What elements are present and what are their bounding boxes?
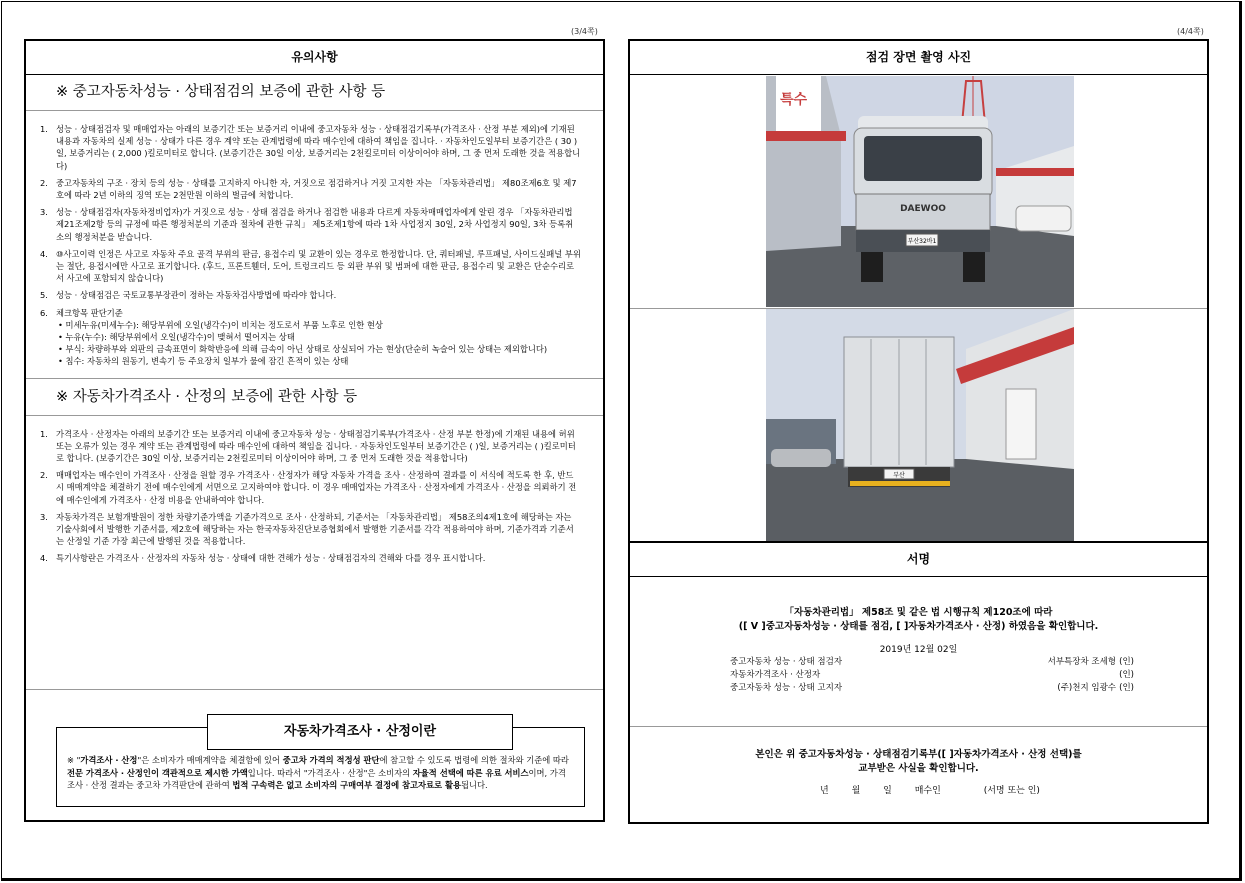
section1-item-1 xyxy=(26,123,603,172)
inspection-photo-front xyxy=(766,76,1074,307)
item-text: 중고자동차의 구조 · 장치 등의 성능 · 상태를 고지하지 아니한 자, 거짓으로 점검하거나 거짓 고지한 자는 「자동차관리법」 제80조제6호 및 제7호에 따라 2년 이하의 징역 또는 2천만원 이하의 벌금에 처합니다. xyxy=(56,177,577,201)
section1-item-3 xyxy=(26,206,603,243)
section2-item-1 xyxy=(26,428,603,465)
dealer-info-box xyxy=(56,724,585,807)
section2-item-4 xyxy=(26,552,603,564)
section2-item-3 xyxy=(26,511,603,548)
section2-title: ※ 자동차가격조사 · 산정의 보증에 관한 사항 등 xyxy=(26,378,603,416)
item-text: 특기사항란은 가격조사 · 산정자의 자동차 성능 · 상태에 대한 견해가 성능 · 상태점검자의 견해와 다를 경우 표시합니다. xyxy=(56,553,486,564)
year-label: 년 xyxy=(820,786,829,796)
item6-number: 6. xyxy=(40,307,48,318)
item6-title: 체크항목 판단기준 xyxy=(56,307,123,318)
item-text: 가격조사 · 산정자는 아래의 보증기간 또는 보증거리 이내에 중고자동차 성능 · 상태점검기록부(가격조사 · 산정 부분 한정)에 기재된 내용에 허위 또는 오류가 있는 경우 계약 또는 관계법령에 따라 매수인에 대하여 책임을 집니다. · 자동차인도일부터 보증기간은 ( )일, 보증거리는 ( )킬로미터로 합니다. (보증기간은 30일 이상, 보증거리는 2천킬로미터 이상이어야 하며, 그 중 먼저 도래한 것을 적용합니다) xyxy=(56,428,576,464)
section1-item-4 xyxy=(26,248,603,285)
signer-row xyxy=(730,681,1134,694)
buyer-signature-field[interactable]: (서명 또는 인) xyxy=(983,786,1040,796)
inspection-photo-rear xyxy=(766,309,1074,541)
signer-name: (주)천지 임광수 xyxy=(1057,683,1116,693)
criteria-item: • 부식: 차량하부와 외판의 금속표면이 화학반응에 의해 금속이 아닌 상태로 상실되어 가는 현상(단순히 녹슬어 있는 상태는 제외합니다) xyxy=(58,344,548,355)
signer-row xyxy=(730,655,1134,668)
receipt-line1: 본인은 위 중고자동차성능 · 상태점검기록부([ ]자동차가격조사 · 산정 선택)를 xyxy=(755,749,1082,760)
receipt-sign-line xyxy=(820,783,1040,796)
svg-text:부산: 부산 xyxy=(893,472,905,479)
month-label: 월 xyxy=(851,786,861,796)
item-text: ⑩사고이력 인정은 사고로 자동차 주요 골격 부위의 판금, 용접수리 및 교환이 있는 경우로 한정합니다. 단, 쿼터패널, 루프패널, 사이드실패널 부위는 절단, 용접시에만 사고로 표기합니다. (후드, 프론트휀더, 도어, 트렁크리드 등 외판 부위 및 범퍼에 대한 판금, 용접수리 및 교환은 단순수리로서 사고에 포함되지 않습니다) xyxy=(56,248,581,284)
divider xyxy=(26,689,603,690)
list-item-6 xyxy=(26,307,603,368)
signer-list xyxy=(730,655,1134,694)
section1-item-5 xyxy=(26,289,603,301)
truck-rear-image xyxy=(766,309,1074,541)
notes-panel xyxy=(24,39,605,822)
item-number: 2. xyxy=(40,177,48,188)
section2-item-2 xyxy=(26,469,603,506)
page-number-right: (4/4쪽) xyxy=(1177,27,1204,36)
sign-header: 서명 xyxy=(630,543,1207,577)
notes-header: 유의사항 xyxy=(26,41,603,75)
item-number: 3. xyxy=(40,207,48,218)
buyer-label: 매수인 xyxy=(914,786,941,796)
item6-subitems xyxy=(56,319,581,368)
section1-title: ※ 중고자동차성능 · 상태점검의 보증에 관한 사항 등 xyxy=(26,75,603,111)
svg-text:특수: 특수 xyxy=(780,92,808,108)
signer-role: 자동차가격조사 · 산정자 xyxy=(730,670,821,680)
item-text: 성능 · 상태점검자(자동차정비업자)가 거짓으로 성능 · 상태 점검을 하거나 점검한 내용과 다르게 자동차매매업자에게 알린 경우 「자동차관리법 제21조제2항 등의 규정에 따른 행정처분의 기준과 절차에 관한 규칙」 제5조제1항에 따라 1차 사업정지 30일, 2차 사업정지 90일, 3차 등록취소의 행정처분을 받습니다. xyxy=(56,207,574,242)
photos-panel xyxy=(628,39,1209,824)
svg-text:부산32바1: 부산32바1 xyxy=(907,238,937,245)
photos-header: 점검 장면 촬영 사진 xyxy=(630,41,1207,75)
page-number-left: (3/4쪽) xyxy=(571,27,598,36)
item-number: 2. xyxy=(40,470,48,481)
seal-mark[interactable]: (인) xyxy=(1119,657,1134,667)
item-number: 3. xyxy=(40,511,48,522)
dealer-info-text: ※ "가격조사 · 산정"은 소비자가 매매계약을 체결함에 있어 중고차 가격의 적정성 판단에 참고할 수 있도록 법령에 의한 절차와 기준에 따라 전문 가격조사 · 산정인이 객관적으로 제시한 가액입니다. 따라서 "가격조사 · 산정"은 소비자의 자율적 선택에 따른 유료 서비스이며, 가격조사 · 산정 결과는 중고차 가격판단에 관하여 법적 구속력은 없고 소비자의 구매여부 결정에 참고자료로 활용됩니다. xyxy=(67,755,569,790)
item-number: 5. xyxy=(40,290,48,301)
confirm-line1: 「자동차관리법」 제58조 및 같은 법 시행규칙 제120조에 따라 xyxy=(784,607,1053,618)
truck-front-image xyxy=(766,76,1074,307)
item-number: 1. xyxy=(40,124,48,134)
item-text: 성능 · 상태점검자 및 매매업자는 아래의 보증기간 또는 보증거리 이내에 중고자동차 성능 · 상태점검기록부(가격조사 · 산정 부분 제외)에 기재된 내용과 자동차의 실제 성능 · 상태가 다른 경우 계약 또는 관계법령에 따라 매수인에 대하여 책임을 집니다. · 자동차인도일부터 보증기간은 ( 30 )일, 보증거리는 ( 2,000 )킬로미터로 합니다. (보증기간은 30일 이상, 보증거리는 2천킬로미터 이상이어야 하며, 그 중 먼저 도래한 것을 적용합니다) xyxy=(56,124,581,171)
receipt-line2: 교부받은 사실을 확인합니다. xyxy=(858,763,979,774)
dealer-info-title: 자동차가격조사 · 산정이란 xyxy=(207,714,513,750)
receipt-text xyxy=(630,748,1207,776)
signer-role: 중고자동차 성능 · 상태 점검자 xyxy=(730,657,843,667)
section1-list xyxy=(26,111,603,302)
item-text: 자동차가격은 보험개발원이 정한 차량기준가액을 기준가격으로 조사 · 산정하되, 기준서는 「자동차관리법」 제58조의4제1호에 해당하는 자는 기술사회에서 발행한 기준서를, 제2호에 해당하는 자는 한국자동차진단보증협회에서 발행한 기준서를 각각 적용하여야 하며, 기준가격과 기준서는 산정일 기준 가장 최근에 발행된 것을 적용합니다. xyxy=(56,511,574,547)
seal-mark[interactable]: (인) xyxy=(1119,670,1134,680)
signer-row xyxy=(730,668,1134,681)
criteria-item: • 누유(누수): 해당부위에서 오일(냉각수)이 맺혀서 떨어지는 상태 xyxy=(58,332,295,343)
item-number: 4. xyxy=(40,248,48,259)
sign-divider xyxy=(630,726,1207,727)
confirm-text xyxy=(630,606,1207,634)
item-text: 매매업자는 매수인이 가격조사 · 산정을 원할 경우 가격조사 · 산정자가 해당 자동차 가격을 조사 · 산정하여 결과를 이 서식에 적도록 한 후, 반드시 매매계약을 체결하기 전에 매수인에게 서면으로 고지하여야 합니다. 이 경우 매매업자는 가격조사 · 산정자에게 가격조사 · 산정을 의뢰하기 전에 매수인에게 가격조사 · 산정 비용을 안내하여야 합니다. xyxy=(56,470,577,505)
criteria-item: • 미세누유(미세누수): 해당부위에 오일(냉각수)이 비치는 정도로서 부품 노후로 인한 현상 xyxy=(58,319,383,330)
svg-text:DAEWOO: DAEWOO xyxy=(900,204,946,214)
item-text: 성능 · 상태점검은 국토교통부장관이 정하는 자동차검사방법에 따라야 합니다. xyxy=(56,290,337,301)
confirm-line2: ([ V ]중고자동차성능 · 상태를 점검, [ ]자동차가격조사 · 산정) 하였음을 확인합니다. xyxy=(738,621,1099,632)
criteria-item: • 침수: 자동차의 원동기, 변속기 등 주요장치 일부가 물에 잠긴 흔적이 있는 상태 xyxy=(58,356,349,367)
section1-item-2 xyxy=(26,177,603,201)
seal-mark[interactable]: (인) xyxy=(1119,683,1134,693)
day-label: 일 xyxy=(883,786,892,796)
item-number: 4. xyxy=(40,553,48,564)
sign-date: 2019년 12월 02일 xyxy=(879,645,958,655)
signer-name: 서부특장차 조세형 xyxy=(1047,657,1116,667)
item-number: 1. xyxy=(40,428,48,439)
signer-role: 중고자동차 성능 · 상태 고지자 xyxy=(730,683,843,693)
section2-list xyxy=(26,416,603,565)
